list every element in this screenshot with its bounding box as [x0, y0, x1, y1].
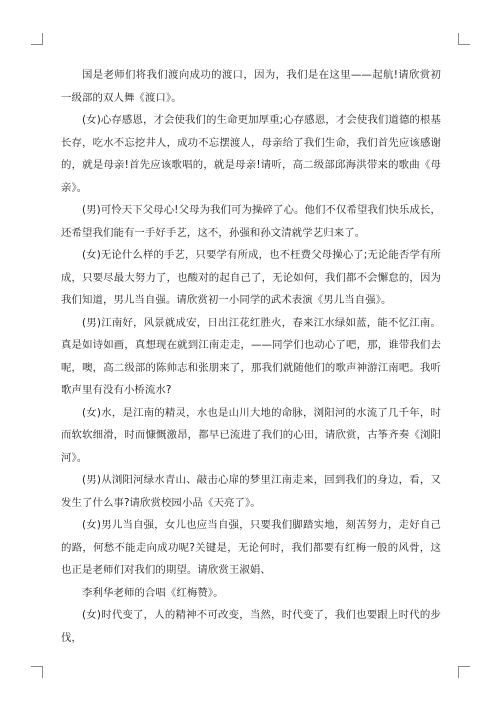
paragraph: 国是老师们将我们渡向成功的渡口，因为，我们是在这里——起航!请欣赏初一级部的双人舞《渡口》。: [61, 69, 441, 104]
crop-mark-bottom-right: [458, 666, 470, 678]
paragraph: (女)水，是江南的精灵，水也是山川大地的命脉，浏阳河的水流了几千年，时而软软细滑，时而慷慨激昂，都早已流进了我们的心田，请欣赏，古筝齐奏《浏阳河》。: [61, 406, 441, 464]
paragraph: (男)可怜天下父母心!父母为我们可为操碎了心。他们不仅希望我们快乐成长，还希望我们能有一手好手艺，这不，孙强和孙文清就学艺归来了。: [61, 204, 441, 239]
paragraph: (女)心存感恩，才会使我们的生命更加厚重;心存感恩，才会使我们道德的根基长存，吃水不忘挖井人，成功不忘摆渡人，母亲给了我们生命，我们首先应该感谢的，就是母亲!首先应该歌唱的，就是母亲!请听，高二级部邱海洪带来的歌曲《母亲》。: [61, 114, 441, 194]
crop-mark-bottom-left: [31, 666, 43, 678]
crop-mark-top-right: [458, 33, 470, 45]
paragraph: 李利华老师的合唱《红梅赞》。: [82, 586, 224, 599]
paragraph: (女)时代变了，人的精神不可改变，当然，时代变了，我们也要跟上时代的步伐，: [61, 609, 441, 644]
crop-mark-top-left: [31, 33, 43, 45]
paragraph: (男)从浏阳河绿水青山、敲击心扉的梦里江南走来，回到我们的身边，看，又发生了什么事?请欣赏校园小品《天亮了》。: [61, 474, 441, 509]
paragraph: (女)男儿当自强，女儿也应当自强，只要我们脚踏实地，刻苦努力，走好自己的路，何愁不能走向成功呢?关键是，无论何时，我们都要有红梅一般的风骨，这也正是老师们对我们的期望。请欣赏王淑娟、: [61, 519, 441, 576]
document-body: [61, 64, 441, 649]
paragraph: (女)无论什么样的手艺，只要学有所成，也不枉费父母操心了;无论能否学有所成，只要尽最大努力了，也酸对的起自己了，无论如何，我们都不会懈怠的，因为我们知道，男儿当自强。请欣赏初一小同学的武术表演《男儿当自强》。: [61, 249, 441, 306]
paragraph: (男)江南好，风景就成安，日出江花红胜火，春来江水绿如蓝，能不忆江南。真是如诗如画，真想现在就到江南走走，——同学们也动心了吧，那，谁带我们去呢，噢，高二级部的陈帅志和张朋来了，那我们就随他们的歌声神游江南吧。我听歌声里有没有小桥流水?: [61, 316, 441, 396]
